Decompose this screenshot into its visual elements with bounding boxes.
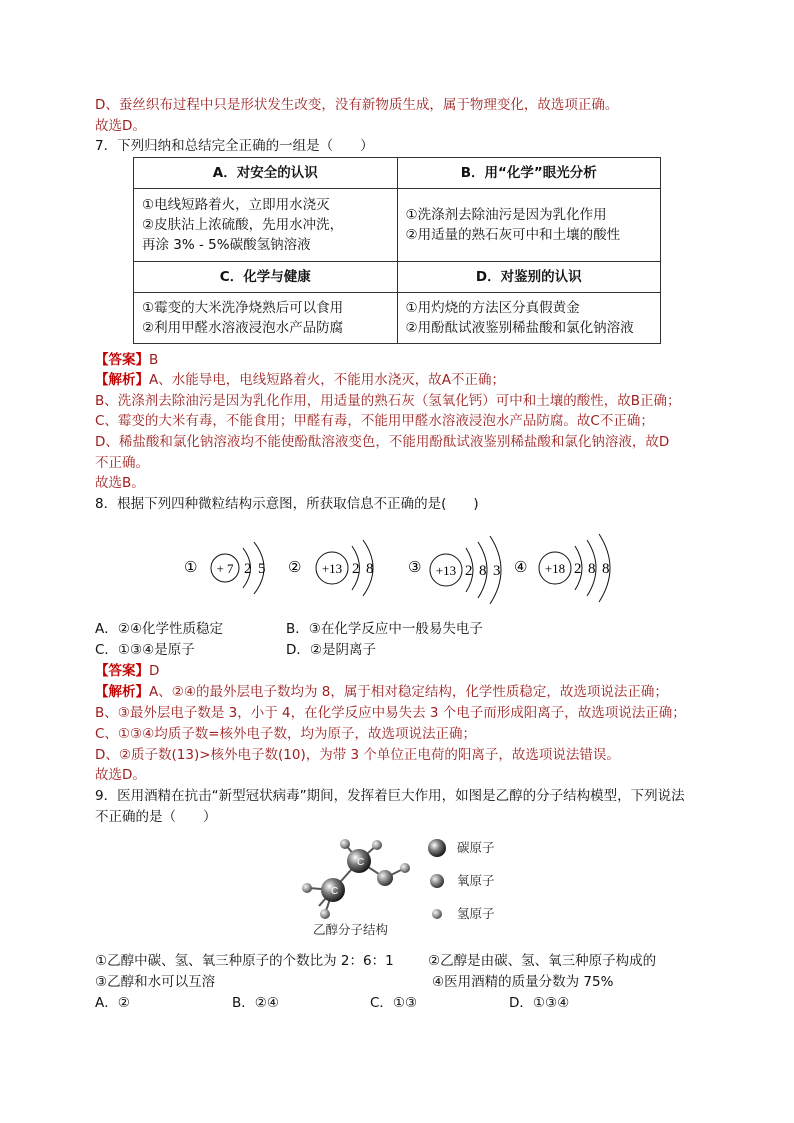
shell-count: 8 — [588, 561, 596, 577]
q8-atom-diagrams — [170, 530, 630, 612]
q7-d-line: ①用灼烧的方法区分真假黄金 — [405, 300, 580, 316]
q8-stem: 8．根据下列四种微粒结构示意图，所获取信息不正确的是( ) — [95, 496, 479, 512]
q9-option-d: D．①③④ — [509, 995, 570, 1011]
q7-answer-value: B — [149, 352, 159, 368]
nucleus-charge: +13 — [435, 563, 457, 578]
atom-diagram-4 — [514, 534, 610, 602]
q7-b-line: ②用适量的熟石灰可中和土壤的酸性 — [405, 227, 621, 243]
q7-a-line: ①电线短路着火，立即用水浇灭 — [142, 197, 330, 213]
q7-conclusion: 故选B。 — [95, 475, 145, 491]
q7-table — [133, 157, 661, 344]
q7-stem: 7．下列归纳和总结完全正确的一组是（ ） — [95, 138, 374, 154]
q8-answer — [95, 661, 159, 681]
diagram-label: ① — [184, 560, 198, 576]
nucleus-charge: + 7 — [216, 561, 234, 576]
q9-option-a: A．② — [95, 995, 130, 1011]
q7-cell-c — [134, 293, 398, 344]
hydrogen-atom — [320, 909, 330, 919]
q9-statement-3: ③乙醇和水可以互溶 — [95, 974, 216, 990]
shell-count: 5 — [258, 561, 266, 577]
diagram-label: ② — [288, 560, 302, 576]
q8-conclusion: 故选D。 — [95, 767, 146, 783]
q9-option-c: C．①③ — [370, 995, 418, 1011]
q7-analysis-line: D、稀盐酸和氯化钠溶液均不能使酚酞溶液变色，不能用酚酞试液鉴别稀盐酸和氯化钠溶液，故D — [95, 434, 670, 450]
shell-count: 2 — [352, 561, 360, 577]
model-caption: 乙醇分子结构 — [313, 922, 389, 937]
q7-analysis-line: 不正确。 — [95, 455, 149, 471]
analysis-tag: 【解析】 — [95, 684, 149, 700]
legend-oxygen-icon — [430, 874, 444, 888]
nucleus-charge: +13 — [321, 561, 343, 576]
q9-statement-2: ②乙醇是由碳、氢、氧三种原子构成的 — [428, 953, 657, 969]
q8-analysis-line: C、①③④均质子数=核外电子数，均为原子，故选项说法正确； — [95, 726, 477, 742]
legend-carbon-label: 碳原子 — [457, 840, 495, 855]
shell-count: 2 — [465, 563, 473, 579]
q7-header-d: D．对鉴别的认识 — [397, 262, 661, 293]
q9-statement-1: ①乙醇中碳、氢、氧三种原子的个数比为 2：6：1 — [95, 953, 394, 969]
legend-hydrogen-icon — [432, 909, 442, 919]
q7-header-a: A．对安全的认识 — [134, 158, 398, 189]
q7-cell-a — [134, 189, 398, 262]
q7-b-line: ①洗涤剂去除油污是因为乳化作用 — [405, 207, 607, 223]
q8-option-a: A．②④化学性质稳定 — [95, 621, 223, 637]
atom-diagram-2 — [288, 540, 374, 596]
q9-stem-line1: 9．医用酒精在抗击“新型冠状病毒”期间，发挥着巨大作用，如图是乙醇的分子结构模型，下列说法 — [95, 788, 685, 804]
q7-header-b: B．用“化学”眼光分析 — [397, 158, 661, 189]
answer-tag: 【答案】 — [95, 352, 149, 368]
q8-analysis-line: B、③最外层电子数是 3，小于 4，在化学反应中易失去 3 个电子而形成阳离子，故选项说法正确； — [95, 705, 686, 721]
hydrogen-atom — [340, 839, 350, 849]
legend-carbon-icon — [428, 839, 446, 857]
q8-answer-value: D — [149, 663, 160, 679]
q9-statement-4: ④医用酒精的质量分数为 75% — [432, 974, 614, 990]
atom-diagram-3 — [408, 536, 501, 604]
prev-option-d-analysis: D、蚕丝织布过程中只是形状发生改变，没有新物质生成，属于物理变化，故选项正确。 — [95, 97, 619, 113]
q7-analysis-line: C、霉变的大米有毒，不能食用；甲醛有毒，不能用甲醛水溶液浸泡水产品防腐。故C不正确； — [95, 413, 654, 429]
q8-option-d: D．②是阴离子 — [286, 642, 376, 658]
q7-analysis-line: B、洗涤剂去除油污是因为乳化作用，用适量的熟石灰（氢氧化钙）可中和土壤的酸性，故B正确； — [95, 393, 681, 409]
q8-option-b: B．③在化学反应中一般易失电子 — [286, 621, 483, 637]
shell-count: 8 — [602, 561, 610, 577]
shell-count: 2 — [244, 561, 252, 577]
analysis-tag: 【解析】 — [95, 372, 149, 388]
legend-oxygen-label: 氧原子 — [457, 873, 495, 888]
q7-answer — [95, 350, 158, 370]
q8-analysis-text: A、②④的最外层电子数均为 8，属于相对稳定结构，化学性质稳定，故选项说法正确； — [149, 684, 668, 700]
atom-diagram-1 — [184, 542, 266, 594]
shell-count: 8 — [366, 561, 374, 577]
q7-cell-b — [397, 189, 661, 262]
q9-option-b: B．②④ — [232, 995, 279, 1011]
atom-letter-c: C — [357, 857, 365, 868]
hydrogen-atom — [372, 840, 382, 850]
q9-stem-line2: 不正确的是（ ） — [95, 809, 217, 825]
q7-a-line: 再涂 3% - 5%碳酸氢钠溶液 — [142, 237, 311, 253]
q7-a-line: ②皮肤沾上浓硫酸，先用水冲洗， — [142, 217, 344, 233]
q7-header-c: C．化学与健康 — [134, 262, 398, 293]
q8-analysis-line — [95, 682, 668, 702]
atom-letter-c: C — [331, 886, 339, 897]
diagram-label: ③ — [408, 560, 422, 576]
q7-d-line: ②用酚酞试液鉴别稀盐酸和氯化钠溶液 — [405, 320, 634, 336]
hydrogen-atom — [400, 863, 410, 873]
q7-analysis-line — [95, 370, 505, 390]
q7-c-line: ②利用甲醛水溶液浸泡水产品防腐 — [142, 320, 344, 336]
shell-count: 3 — [493, 563, 501, 579]
q8-analysis-line: D、②质子数(13)>核外电子数(10)，为带 3 个单位正电荷的阳离子，故选项说法错误。 — [95, 747, 620, 763]
q7-cell-d — [397, 293, 661, 344]
q7-c-line: ①霉变的大米洗净烧熟后可以食用 — [142, 300, 344, 316]
diagram-label: ④ — [514, 560, 528, 576]
answer-tag: 【答案】 — [95, 663, 149, 679]
hydrogen-atom — [302, 883, 312, 893]
q7-analysis-text: A、水能导电，电线短路着火，不能用水浇灭，故A不正确； — [149, 372, 505, 388]
q8-option-c: C．①③④是原子 — [95, 642, 195, 658]
nucleus-charge: +18 — [544, 561, 566, 576]
shell-count: 8 — [479, 563, 487, 579]
prev-conclusion: 故选D。 — [95, 118, 146, 134]
oxygen-atom — [377, 870, 393, 886]
shell-count: 2 — [574, 561, 582, 577]
legend-hydrogen-label: 氢原子 — [457, 906, 495, 921]
ethanol-model-figure — [295, 830, 525, 942]
